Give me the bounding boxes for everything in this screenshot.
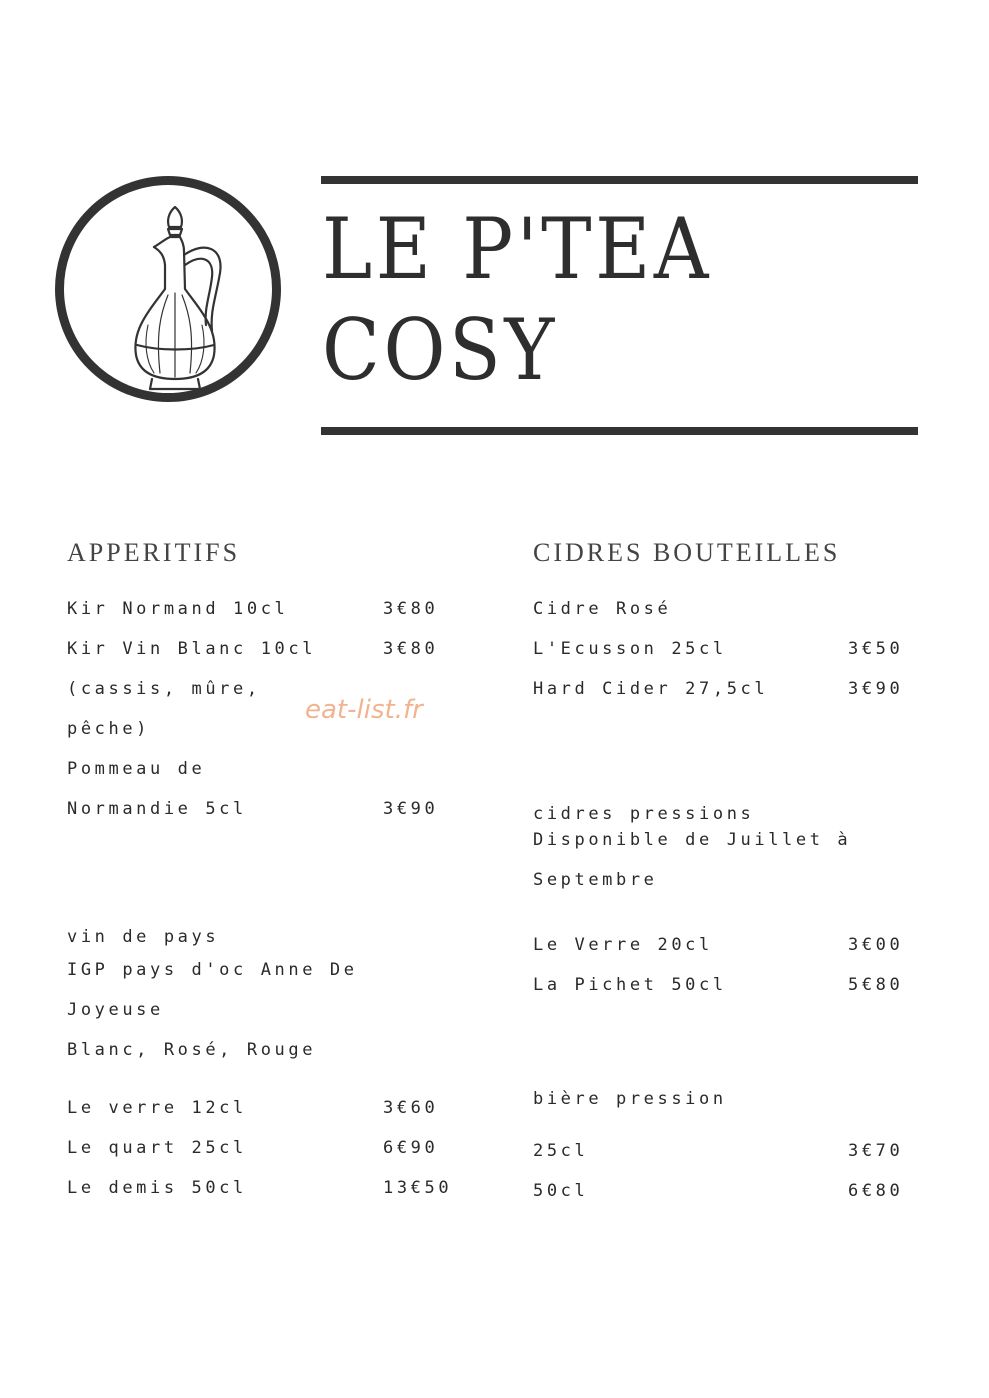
- menu-item-price: 3€70: [848, 1141, 904, 1161]
- carafe-icon: [64, 185, 272, 393]
- section-heading-cidres-bouteilles: CIDRES BOUTEILLES: [533, 538, 841, 567]
- menu-item-name: Le demis 50cl: [67, 1178, 247, 1198]
- menu-item-name: Kir Vin Blanc 10cl: [67, 639, 317, 659]
- menu-item-price: 5€80: [848, 975, 904, 995]
- menu-item-name: Le quart 25cl: [67, 1138, 247, 1158]
- menu-item-price: 3€80: [383, 639, 439, 659]
- menu-item-name: 25cl: [533, 1141, 589, 1161]
- menu-item-name: La Pichet 50cl: [533, 975, 727, 995]
- menu-item-price: 3€90: [383, 799, 439, 819]
- menu-item-name: Pommeau de: [67, 759, 206, 779]
- header-rule-top: [321, 176, 918, 184]
- menu-item-price: 3€00: [848, 935, 904, 955]
- subsection-title-cidres-pressions: cidres pressions: [533, 804, 755, 824]
- menu-item-price: 13€50: [383, 1178, 453, 1198]
- menu-item-name: Le verre 12cl: [67, 1098, 247, 1118]
- menu-item-name: Cidre Rosé: [533, 599, 672, 619]
- menu-item-price: 3€60: [383, 1098, 439, 1118]
- menu-item-price: 3€90: [848, 679, 904, 699]
- subsection-title-vin: vin de pays: [67, 927, 220, 947]
- menu-item-price: 3€80: [383, 599, 439, 619]
- subsection-description: IGP pays d'oc Anne De: [67, 960, 358, 980]
- menu-item-price: 6€80: [848, 1181, 904, 1201]
- menu-item-name: 50cl: [533, 1181, 589, 1201]
- subsection-title-biere-pression: bière pression: [533, 1089, 727, 1109]
- menu-item-name: Le Verre 20cl: [533, 935, 713, 955]
- menu-item-price: 3€50: [848, 639, 904, 659]
- watermark-text: eat-list.fr: [305, 695, 423, 725]
- restaurant-name-line1: LE P'TEA: [322, 200, 713, 298]
- header-rule-bottom: [321, 427, 918, 435]
- subsection-description: Blanc, Rosé, Rouge: [67, 1040, 317, 1060]
- logo-circle: [55, 176, 281, 402]
- menu-item-name: Normandie 5cl: [67, 799, 247, 819]
- restaurant-name-line2: COSY: [322, 301, 558, 399]
- subsection-description: Disponible de Juillet à: [533, 830, 852, 850]
- menu-item-note: (cassis, mûre,: [67, 679, 261, 699]
- menu-item-name: Kir Normand 10cl: [67, 599, 289, 619]
- section-heading-apperitifs: APPERITIFS: [67, 538, 241, 567]
- menu-item-name: L'Ecusson 25cl: [533, 639, 727, 659]
- menu-item-price: 6€90: [383, 1138, 439, 1158]
- menu-item-name: Hard Cider 27,5cl: [533, 679, 769, 699]
- menu-item-note: pêche): [67, 719, 151, 739]
- subsection-description: Joyeuse: [67, 1000, 164, 1020]
- subsection-description: Septembre: [533, 870, 658, 890]
